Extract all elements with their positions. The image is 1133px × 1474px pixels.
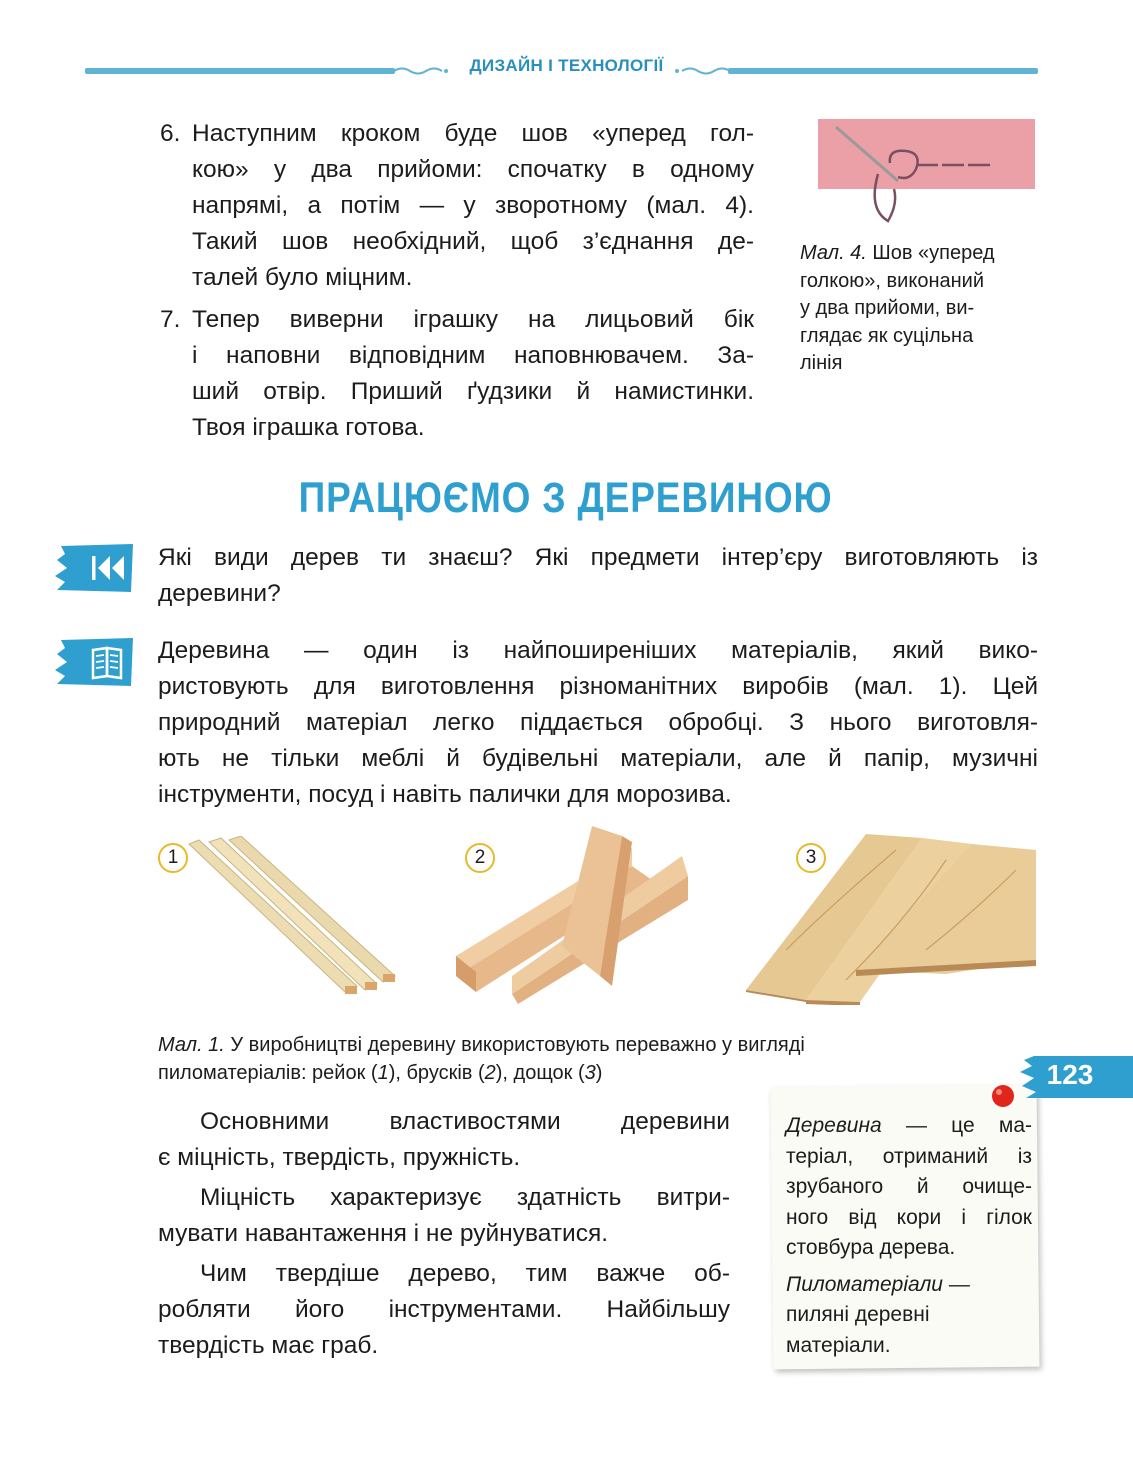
rewind-icon	[55, 542, 135, 594]
wooden-boards-image	[746, 830, 1038, 1005]
figure-caption: Мал. 1. У виробництві деревину використовують переважно у вигляді пиломатеріалів: рейок (1), брусків (2), дощок (3)	[158, 1034, 805, 1084]
figure-badge: 2	[465, 843, 495, 873]
wooden-slats-image	[185, 836, 400, 1001]
properties-paragraph: Основними властивостями деревини є міцність, твердість, пружність. Міцність характеризує здатність витри- мувати навантаження і не руйнуватися. Чим твердіше дерево, тим важче об- робляти його інструментами. Найбільшу твердість має граб.	[158, 1108, 730, 1359]
question-text: Які види дерев ти знаєш? Які предмети інтер’єру виготовляють із деревини?	[158, 544, 1038, 607]
definition-text: Деревина — це ма- теріал, отриманий із зрубаного й очище- ного від кори і гілок стовбура дерева. Пиломатеріали — пиляні деревні матеріали.	[786, 1114, 1032, 1357]
step-text: Тепер виверни іграшку на лицьовий бік і наповни відповідним наповнювачем. За- ший отвір. Приший ґудзики й намистинки. Твоя іграшка готова.	[192, 306, 754, 441]
figure-badge: 1	[158, 843, 188, 873]
book-icon	[55, 636, 135, 688]
pushpin-icon	[990, 1083, 1018, 1111]
step-text: Наступним кроком буде шов «уперед гол- кою» у два прийоми: спочатку в одному напрямі, а потім — у зворотному (мал. 4). Такий шов необхідний, щоб з’єднання де- талей було міцним.	[192, 120, 754, 291]
page-number: 123	[1046, 1059, 1094, 1090]
wooden-bars-image	[452, 826, 692, 1006]
step-number: 7.	[160, 306, 181, 333]
step-number: 6.	[160, 120, 181, 147]
section-title: ПРАЦЮЄМО З ДЕРЕВИНОЮ	[298, 474, 833, 522]
needle-thread-icon	[818, 119, 1035, 229]
stitch-illustration	[818, 119, 1035, 189]
figure-caption: Мал. 4. Шов «уперед голкою», виконаний у два прийоми, ви- глядає як суцільна лінія	[800, 242, 995, 374]
header-title: ДИЗАЙН І ТЕХНОЛОГІЇ	[0, 56, 1133, 76]
intro-paragraph: Деревина — один із найпоширеніших матеріалів, який вико- ристовують для виготовлення різноманітних виробів (мал. 1). Цей природний матеріал легко піддається обробці. З нього виготовля- ють не тільки меблі й будівельні матеріали, але й папір, музичні інструменти, посуд і навіть палички для морозива.	[158, 637, 1038, 808]
figure-badge: 3	[796, 843, 826, 873]
